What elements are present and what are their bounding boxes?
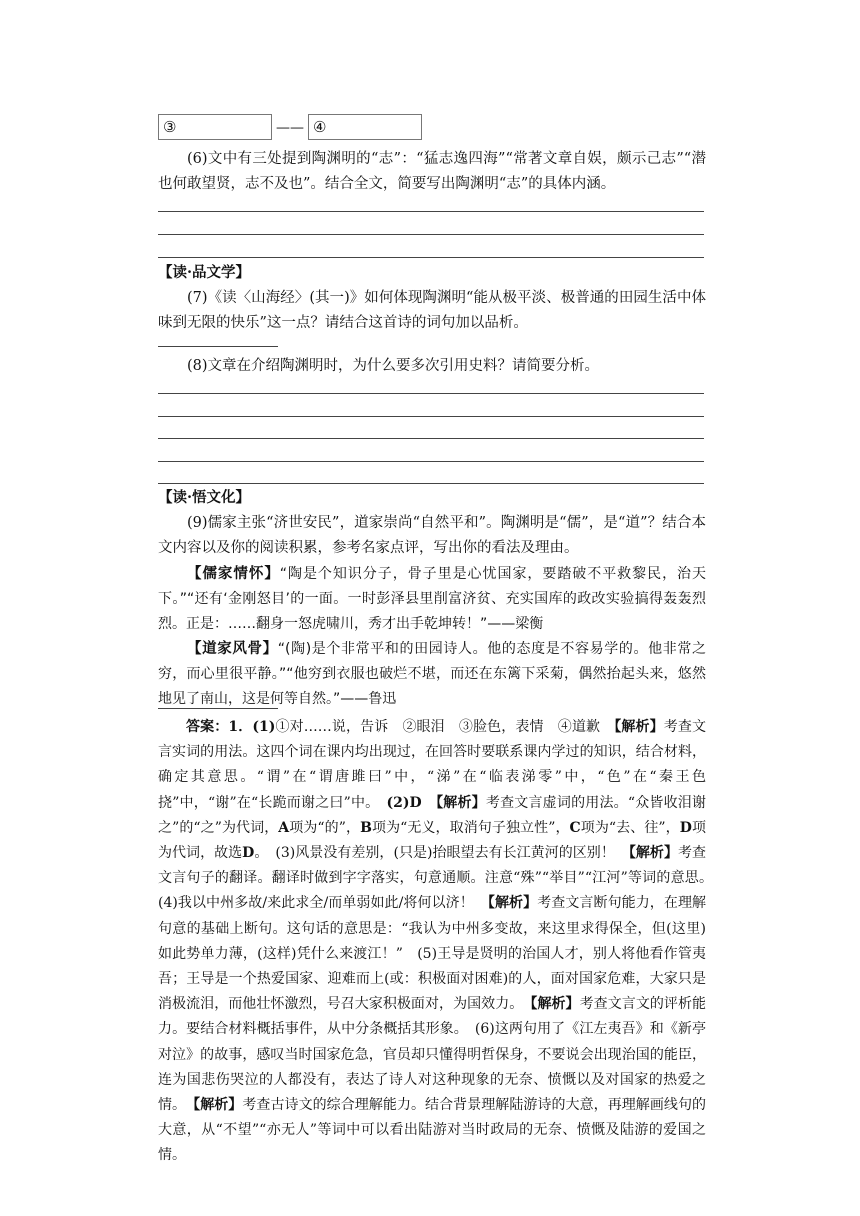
- quote-taoist-label: 【道家风骨】: [187, 640, 278, 657]
- analysis-label: 【解析】: [193, 1097, 243, 1114]
- answer-separator: [158, 708, 278, 709]
- section-heading-literature: 【读·品文学】: [158, 264, 251, 281]
- analysis-1-6: 考查古诗文的综合理解能力。结合背景理解陆游诗的大意，再理解画线句的大意，从“不望”“亦无人”等词中可以看出陆游对当时政局的无奈、愤慨及陆游的爱国之情。: [158, 1097, 707, 1164]
- choice-d: D: [242, 845, 255, 862]
- answer-line: [158, 483, 704, 484]
- answer-line: [158, 346, 278, 347]
- answer-line: [158, 461, 704, 462]
- answer-punct: 。: [254, 845, 276, 862]
- box-label-4: ④: [313, 118, 327, 136]
- answer-box-4[interactable]: [308, 114, 422, 140]
- quote-taoist: [158, 636, 706, 712]
- option-c: C: [569, 819, 581, 836]
- analysis-1-5: 考查文言文的评析能力。要结合材料概括事件，从中分条概括其形象。: [158, 996, 707, 1038]
- box-separator: ——: [276, 120, 304, 136]
- answer-box-3[interactable]: [158, 114, 272, 140]
- analysis-1-1: 考查文言实词的用法。这四个词在课内均出现过，在回答时要联系课内学过的知识，结合材料，确定其意思。“谓”在“谓唐雎曰”中，“涕”在“临表涕零”中，“色”在“秦王色挠”中，“谢”在“长跪而谢之曰”中。: [158, 719, 707, 811]
- answer-1-4: (4)我以中州多故/来此求全/而单弱如此/将何以济！: [158, 895, 488, 912]
- analysis-1-3: 考查文言句子的翻译。翻译时做到字字落实，句意通顺。注意“殊”“举目”“江河”等词的意思。: [158, 845, 720, 887]
- quote-taoist-text: “(陶)是个非常平和的田园诗人。他的态度是不容易学的。他非常之穷，而心里很平静。”“他穷到衣服也破烂不堪，而还在东篱下采菊，偶然抬起头来，悠然地见了南山，这是何等自然。”——鲁迅: [158, 641, 706, 707]
- answer-line: [158, 393, 704, 394]
- answer-1-6: (6)这两句用了《江左夷吾》和《新亭对泣》的故事，感叹当时国家危急，官员却只懂得明哲保身，不要说会出现治国的能臣，连为国悲伤哭泣的人都没有，表达了诗人对这种现象的无奈、愤慨以及对国家的热爱之情。: [158, 1021, 706, 1114]
- option-c-text: 项为“去、往”，: [580, 819, 680, 836]
- option-d: D: [679, 819, 692, 836]
- box-label-3: ③: [163, 118, 177, 136]
- analysis-label: 【解析】: [436, 794, 486, 811]
- question-7: (7)《读〈山海经〉(其一)》如何体现陶渊明“能从极平淡、极普通的田园生活中体味到无限的快乐”这一点？请结合这首诗的词句加以品析。: [158, 290, 706, 331]
- option-d-text: 项为代词，故选: [158, 819, 706, 862]
- answer-block: [158, 715, 720, 1169]
- quote-confucian-label: 【儒家情怀】: [187, 565, 280, 582]
- answer-line: [158, 211, 704, 212]
- analysis-label: 【解析】: [614, 719, 664, 735]
- question-8: (8)文章在介绍陶渊明时，为什么要多次引用史料？请简要分析。: [187, 358, 600, 374]
- option-b-text: 项为“无义，取消句子独立性”，: [371, 819, 570, 836]
- answer-line: [158, 416, 704, 417]
- question-6: (6)文中有三处提到陶渊明的“志”：“猛志逸四海”“常著文章自娱，颇示己志”“潜也何敢望贤，志不及也”。结合全文，简要写出陶渊明“志”的具体内涵。: [158, 151, 706, 192]
- answer-1-2: (2)D: [386, 794, 422, 811]
- answer-line: [158, 257, 704, 258]
- option-b: B: [360, 819, 372, 836]
- answer-line: [158, 438, 704, 439]
- option-a: A: [278, 819, 290, 836]
- answer-line: [158, 234, 704, 235]
- analysis-label: 【解析】: [530, 996, 580, 1013]
- answer-1-3: (3)风景没有差别，(只是)抬眼望去有长江黄河的区别！: [275, 845, 629, 862]
- analysis-1-2: 考查文言虚词的用法。“众皆收泪谢之”的“之”为代词，: [158, 794, 707, 836]
- answer-1-5: (5)王导是贤明的治国人才，别人将他看作管夷吾；王导是一个热爱国家、迎难而上(或：积极面对困难)的人，面对国家危难，大家只是消极流泪，而他壮怀激烈，号召大家积极面对，为国效力。: [158, 945, 706, 1013]
- option-a-text: 项为“的”，: [289, 819, 361, 836]
- answer-lead: 答案：1．(1): [186, 719, 276, 735]
- question-9: (9)儒家主张“济世安民”，道家崇尚“自然平和”。陶渊明是“儒”，是“道”？结合本文内容以及你的阅读积累，参考名家点评，写出你的看法及理由。: [158, 515, 706, 556]
- answer-1-1: ①对……说，告诉 ②眼泪 ③脸色，表情 ④道歉: [275, 719, 615, 735]
- analysis-label: 【解析】: [628, 845, 678, 862]
- analysis-1-4: 考查文言断句能力，在理解句意的基础上断句。这句话的意思是：“我认为中州多变故，来这里求得保全，但(这里)如此势单力薄，(这样)凭什么来渡江！”: [158, 895, 707, 962]
- quote-confucian: [158, 561, 706, 637]
- quote-confucian-text: “陶是个知识分子，骨子里是心忧国家，要踏破不平救黎民，治天下。”“还有‘金刚怒目’的一面。一时彭泽县里削富济贫、充实国库的政改实验搞得轰轰烈烈。正是：……翻身一怒虎啸川，秀才出手乾坤转！”——梁衡: [158, 566, 706, 632]
- analysis-label: 【解析】: [487, 895, 538, 912]
- section-heading-culture: 【读·悟文化】: [158, 489, 251, 506]
